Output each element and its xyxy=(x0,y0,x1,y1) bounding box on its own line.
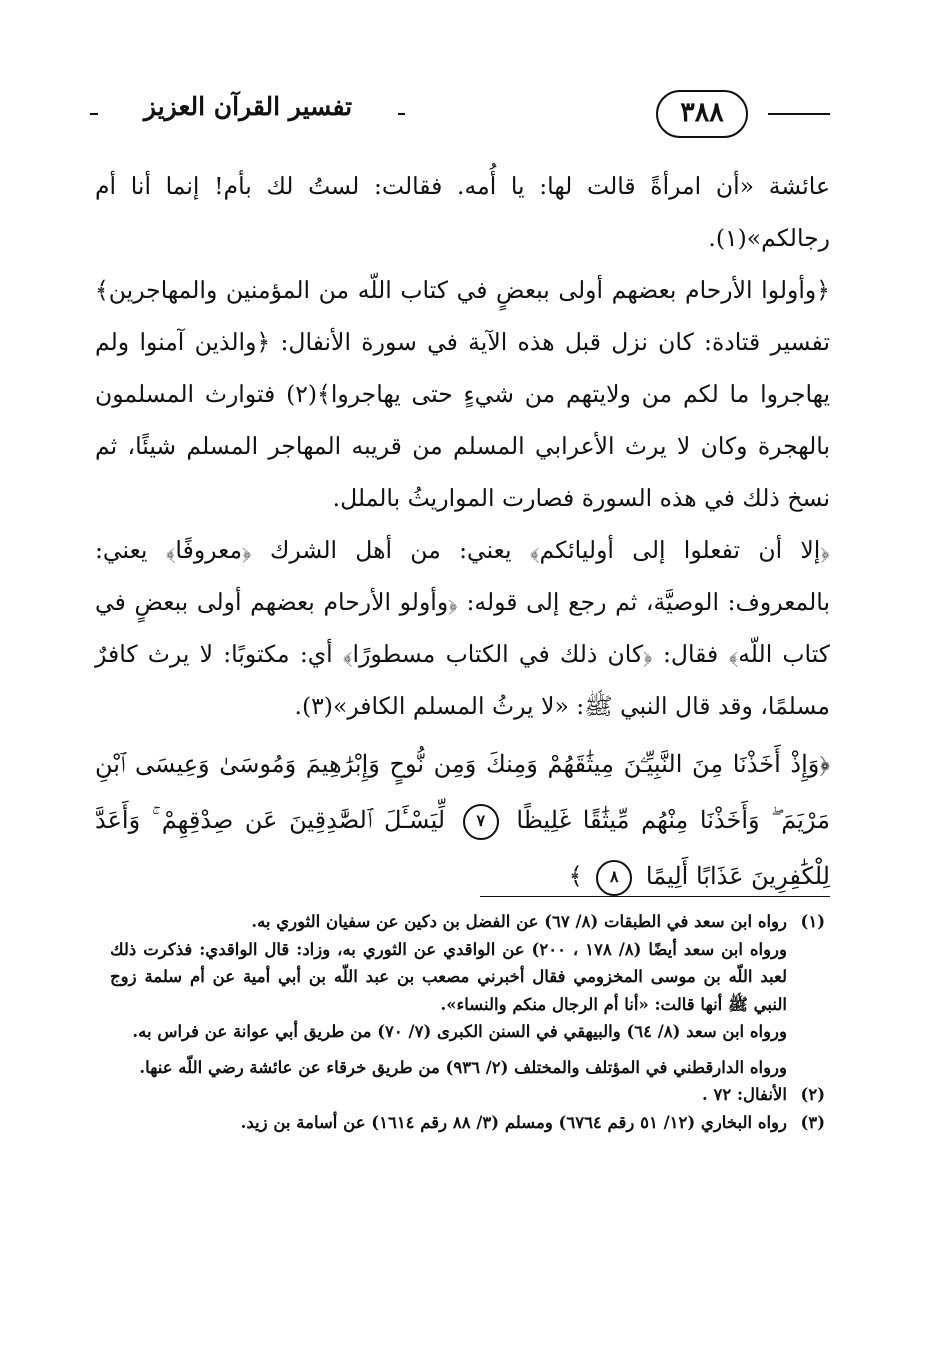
footnote-3-mark: (٣) xyxy=(800,1112,825,1132)
header-rule-right xyxy=(768,113,830,115)
footnote-3-text: رواه البخاري (١٢/ ٥١ رقم ٦٧٦٤) ومسلم (٣/ ٨٨ رقم ١٦١٤) عن أسامة بن زيد. xyxy=(240,1112,787,1132)
footnote-separator xyxy=(480,896,830,897)
footnote-2 xyxy=(110,1081,825,1109)
main-text xyxy=(95,160,830,904)
paragraph-2: ﴿وأولوا الأرحام بعضهم أولى ببعضٍ في كتاب اللّه من المؤمنين والمهاجرين﴾ تفسير قتادة: كان نزل قبل هذه الآية في سورة الأنفال: ﴿والذين آمنوا ولم يهاجروا ما لكم من ولايتهم من شيءٍ حتى يهاجروا﴾(٢) فتوارث المسلمون بالهجرة وكان لا يرث الأعرابي المسلم من قريبه المهاجر المسلم شيئًا، ثم نسخ ذلك في هذه السورة فصارت المواريثُ بالملل. xyxy=(95,276,830,512)
quran-verse-7: ﴿وَإِذْ أَخَذْنَا مِنَ النَّبِيِّـۧنَ مِيثَٰقَهُمْ وَمِنكَ وَمِن نُّوحٍ وَإِبْرَٰهِيمَ وَمُوسَىٰ وَعِيسَى ٱبْنِ مَرْيَمَ ۖ وَأَخَذْنَا مِنْهُم مِّيثَٰقًا غَلِيظًا xyxy=(95,750,830,834)
running-title: تفسير القرآن العزيز xyxy=(98,92,398,121)
quran-verse-block xyxy=(95,736,830,904)
footnote-2-mark: (٢) xyxy=(800,1085,825,1104)
page-number: ٣٨٨ xyxy=(656,90,748,138)
paragraph-1: عائشة «أن امرأةً قالت لها: يا أُمه. فقالت: لستُ لك بأم! إنما أنا أم رجالكم»(١). xyxy=(95,172,830,252)
footnote-1-line-c: ورواه ابن سعد (٨/ ٦٤) والبيهقي في السنن الكبرى (٧/ ٧٠) من طريق أبي عوانة عن فراس به. xyxy=(132,1022,787,1041)
footnote-1-line-b: ورواه ابن سعد أيضًا (٨/ ١٧٨ ، ٢٠٠) عن الواقدي عن الثوري به، وزاد: قال الواقدي: فذكرت ذلك لعبد اللّه بن موسى المخزومي فقال أخبرني مصعب بن عبد اللّه بن أبي أمية عن أم سلمة زوج النبي ﷺ أنها قالت: «أنا أم الرجال منكم والنساء». xyxy=(110,939,787,1014)
paragraph-3: ﴿إلا أن تفعلوا إلى أوليائكم﴾ يعني: من أهل الشرك ﴿معروفًا﴾ يعني: بالمعروف: الوصيَّة، ثم رجع إلى قوله: ﴿وأولو الأرحام بعضهم أولى ببعضٍ في كتاب اللّه﴾ فقال: ﴿كان ذلك في الكتاب مسطورًا﴾ أي: مكتوبًا: لا يرث كافرٌ مسلمًا، وقد قال النبي ﷺ: «لا يرثُ المسلم الكافر»(٣). xyxy=(95,536,830,720)
footnote-1-line-a: رواه ابن سعد في الطبقات (٨/ ٦٧) عن الفضل بن دكين عن سفيان الثوري به. xyxy=(251,912,787,931)
footnotes xyxy=(110,908,825,1136)
ayah-number-7: ٧ xyxy=(463,804,499,840)
footnote-2-text: الأنفال: ٧٢ . xyxy=(701,1085,787,1104)
quran-verse-8: لِّيَسْـَٔلَ ٱلصَّٰدِقِينَ عَن صِدْقِهِمْ ۚ وَأَعَدَّ لِلْكَٰفِرِينَ عَذَابًا أَلِيمًا xyxy=(95,806,830,890)
ayah-number-8: ٨ xyxy=(596,860,632,896)
page-header xyxy=(90,86,830,136)
footnote-3 xyxy=(110,1109,825,1137)
quran-close-bracket: ﴾ xyxy=(568,862,583,890)
footnote-1-line-d: ورواه الدارقطني في المؤتلف والمختلف (٢/ ٩٣٦) من طريق خرقاء عن عائشة رضي اللّه عنها. xyxy=(139,1057,787,1077)
footnote-1-mark: (١) xyxy=(800,912,825,931)
footnote-1 xyxy=(110,908,825,936)
